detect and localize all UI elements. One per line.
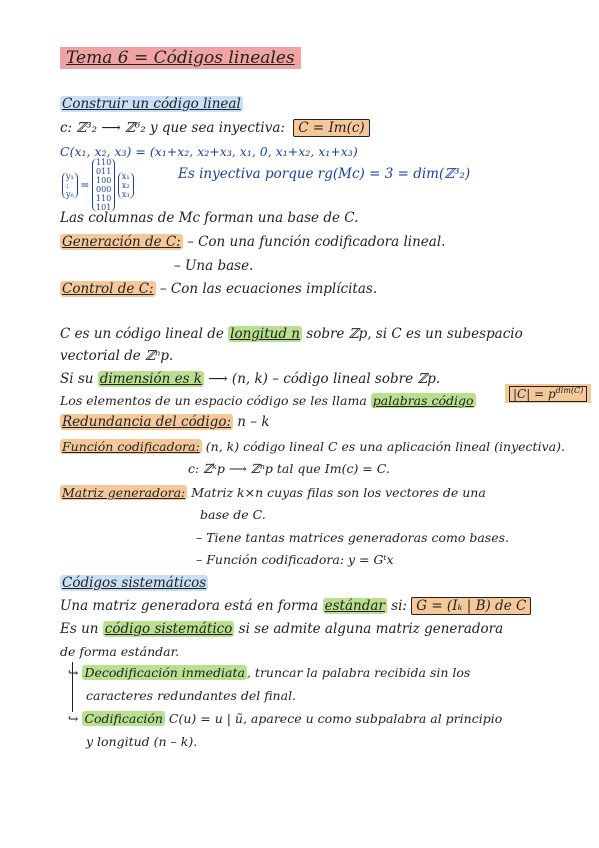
injective-note: Es inyectiva porque rg(Mc) = 3 = dim(ℤ³₂): [178, 166, 471, 182]
generation-label: Generación de C:: [62, 234, 181, 250]
sys-item1-line2: caracteres redundantes del final.: [86, 688, 297, 703]
matrix-row: 011: [96, 167, 112, 176]
matrix-body: [92, 158, 115, 212]
lhs-entry: y₁: [66, 171, 74, 181]
def-line3-pre: Si su: [60, 371, 94, 387]
control-item: – Con las ecuaciones implícitas.: [159, 281, 378, 297]
redundancy-line: [60, 414, 270, 430]
sys-line3: de forma estándar.: [60, 644, 180, 659]
page-title: [60, 48, 301, 68]
redundancy-label: Redundancia del código:: [62, 414, 231, 430]
function-line: [60, 439, 565, 454]
matrix-row: 110: [96, 158, 112, 167]
sys-item2: [68, 711, 502, 726]
sys-item2-post: C(u) = u | ũ, aparece u como subpalabra al principio: [168, 711, 503, 726]
matrix-lhs: [62, 172, 78, 199]
matrix-item2: – Función codificadora: y = Gᵗx: [196, 552, 394, 567]
matrix-equation: y₁ : y₆ = 110 011 100 000 110 101 x₁ x₂ x₃: [62, 158, 134, 212]
generation-item1: – Con una función codificadora lineal.: [187, 234, 446, 250]
cardinality-base: |C| = p: [513, 387, 556, 401]
control-label: Control de C:: [62, 281, 154, 297]
sys-line1-post: si:: [391, 598, 407, 614]
matrix-label: Matriz generadora:: [62, 485, 186, 500]
sys-line1-hl: estándar: [324, 598, 385, 614]
sys-line2-post: si se admite alguna matriz generadora: [238, 621, 504, 637]
function-label: Función codificadora:: [62, 439, 200, 454]
map-box: C = Im(c): [293, 119, 369, 137]
def-line4: [60, 393, 476, 408]
def-line2: vectorial de ℤⁿp.: [60, 348, 174, 364]
def-line1-pre: C es un código lineal de: [60, 326, 224, 342]
def-line1: [60, 326, 523, 342]
cardinality-formula: [509, 386, 587, 402]
def-line1-post: sobre ℤp, si C es un subespacio: [306, 326, 523, 342]
sys-line2: [60, 621, 503, 637]
matrix-text1: Matriz k×n cuyas filas son los vectores de una: [191, 485, 486, 500]
sys-item1-post: , truncar la palabra recibida sin los: [246, 665, 471, 680]
sys-line2-pre: Es un: [60, 621, 99, 637]
def-line3-hl: dimensión es k: [99, 371, 202, 387]
cardinality-box: [505, 384, 591, 403]
generation-line: [60, 234, 445, 250]
matrix-row: 101: [96, 203, 112, 212]
matrix-row: 100: [96, 176, 112, 185]
matrix-rhs: [118, 172, 134, 199]
function-formula: c: ℤᵏp ⟶ ℤⁿp tal que Im(c) = C.: [188, 461, 390, 476]
lhs-entry: :: [66, 180, 69, 190]
lhs-entry: y₆: [66, 189, 74, 199]
sys-line1: [60, 598, 531, 614]
rhs-entry: x₁: [121, 171, 130, 181]
sys-line2-hl: código sistemático: [104, 621, 233, 637]
def-line1-hl: longitud n: [230, 326, 300, 342]
matrix-line: [60, 485, 486, 500]
def-line4-hl: palabras código: [372, 393, 474, 408]
section1-heading: [60, 96, 243, 112]
sys-line1-pre: Una matriz generadora está en forma: [60, 598, 319, 614]
map-line-text: c: ℤ³₂ ⟶ ℤ⁶₂ y que sea inyectiva:: [60, 120, 285, 136]
section2-heading: [60, 575, 208, 591]
def-line3: [60, 371, 440, 387]
columns-note: Las columnas de Mc forman una base de C.: [60, 210, 359, 226]
matrix-row: 000: [96, 185, 112, 194]
standard-form-box: G = (Iₖ | B) de C: [411, 597, 531, 615]
matrix-text2: base de C.: [200, 507, 266, 522]
function-text: (n, k) código lineal C es una aplicación lineal (inyectiva).: [205, 439, 565, 454]
arrow-icon: ↪: [68, 665, 79, 680]
sys-item1-hl: Decodificación inmediata: [84, 665, 245, 680]
arrow-icon: ↪: [68, 711, 79, 726]
page-title-text: Tema 6 = Códigos lineales: [60, 47, 301, 69]
section1-heading-text: Construir un código lineal: [62, 96, 241, 112]
sys-item1: [68, 665, 470, 680]
formula: C(x₁, x₂, x₃) = (x₁+x₂, x₂+x₃, x₁, 0, x₁+x₂, x₁+x₃): [60, 144, 358, 159]
generation-item2: – Una base.: [174, 258, 254, 274]
sys-item2-line2: y longitud (n – k).: [86, 734, 198, 749]
sys-item2-hl: Codificación: [84, 711, 163, 726]
def-line3-post: ⟶ (n, k) – código lineal sobre ℤp.: [208, 371, 441, 387]
def-line4-pre: Los elementos de un espacio código se les llama: [60, 393, 367, 408]
section2-heading-text: Códigos sistemáticos: [62, 575, 207, 591]
map-line: [60, 120, 370, 136]
matrix-row: 110: [96, 194, 112, 203]
matrix-item1: – Tiene tantas matrices generadoras como bases.: [196, 530, 510, 545]
rhs-entry: x₂: [121, 180, 130, 190]
redundancy-value: n – k: [237, 414, 270, 430]
cardinality-exponent: dim(C): [555, 386, 584, 395]
rhs-entry: x₃: [121, 189, 130, 199]
control-line: [60, 281, 377, 297]
